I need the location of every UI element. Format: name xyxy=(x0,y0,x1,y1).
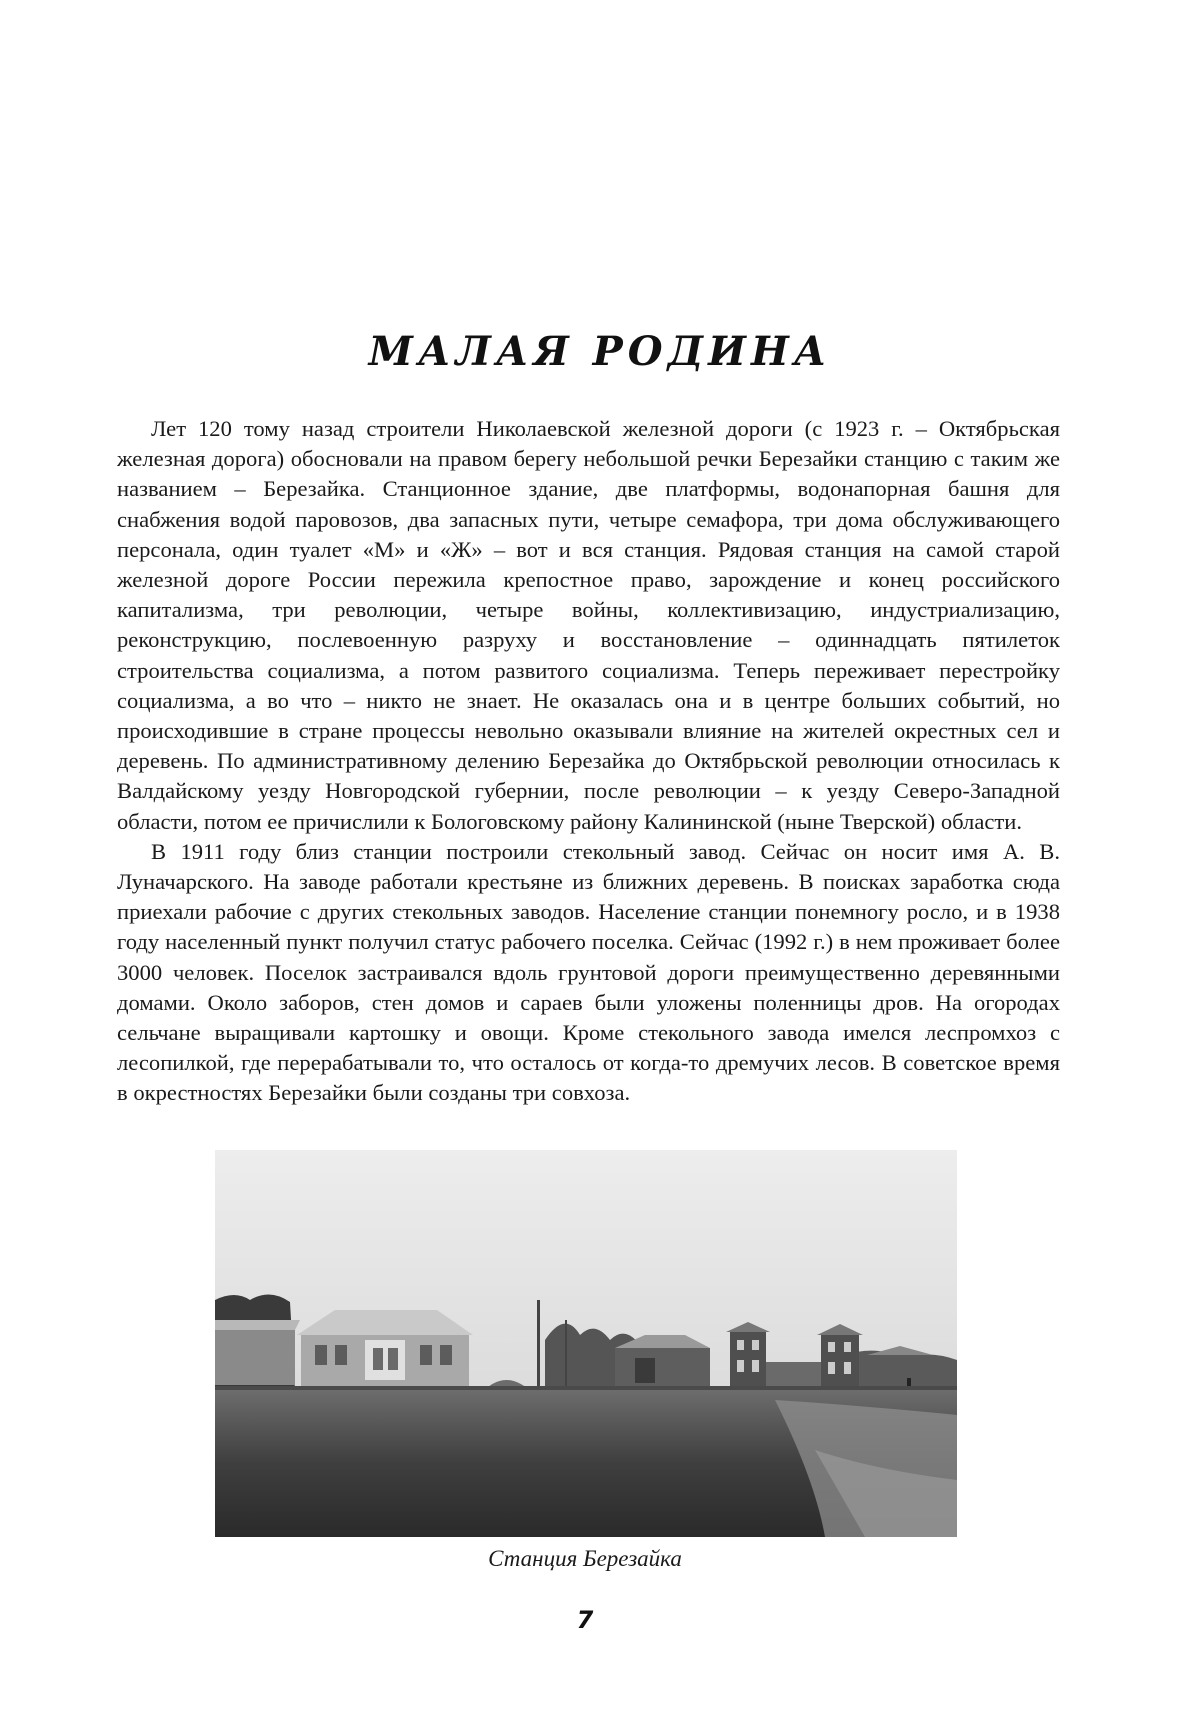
photo-caption: Станция Березайка xyxy=(488,1546,682,1571)
paragraph-1: Лет 120 тому назад строители Николаевской железной дороги (с 1923 г. – Октябрьская железная дорога) обосновали на правом берегу небольшой речки Березайки станцию с таким же названием – Березайка. Станционное здание, две платформы, водонапорная башня для снабжения водой паровозов, два запасных пути, четыре семафора, три дома обслуживающего персонала, один туалет «М» и «Ж» – вот и вся станция. Рядовая станция на самой старой железной дороге России пережила крепостное право, зарождение и конец российского капитализма, три революции, четыре войны, коллективизацию, индустриализацию, реконструкцию, послевоенную разруху и восстановление – одиннадцать пятилеток строительства социализма, а потом развитого социализма. Теперь переживает перестройку социализма, а во что – никто не знает. Не оказалась она и в центре больших событий, но происходившие в стране процессы невольно оказывали влияние на жителей окрестных сел и деревень. По административному делению Березайка до Октябрьской революции относилась к Валдайскому уезду Новгородской губернии, после революции – к уезду Северо-Западной области, потом ее причислили к Бологовскому району Калининской (ныне Тверской) области. xyxy=(117,416,1060,834)
page-number: 7 xyxy=(576,1606,594,1634)
body-text xyxy=(117,414,1060,1109)
paragraph-2: В 1911 году близ станции построили стекольный завод. Сейчас он носит имя А. В. Луначарского. На заводе работали крестьяне из ближних деревень. В поисках заработка сюда приехали рабочие с других стекольных заводов. Население станции понемногу росло, и в 1938 году населенный пункт получил статус рабочего поселка. Сейчас (1992 г.) в нем проживает более 3000 человек. Поселок застраивался вдоль грунтовой дороги преимущественно деревянными домами. Около заборов, стен домов и сараев были уложены поленницы дров. На огородах сельчане выращивали картошку и овощи. Кроме стекольного завода имелся леспромхоз с лесопилкой, где перерабатывали то, что осталось от когда-то дремучих лесов. В советское время в окрестностях Березайки были созданы три совхоза. xyxy=(117,838,1060,1106)
station-photo-illustration xyxy=(215,1150,957,1537)
chapter-title: МАЛАЯ РОДИНА xyxy=(368,328,832,375)
station-photo xyxy=(215,1150,957,1537)
